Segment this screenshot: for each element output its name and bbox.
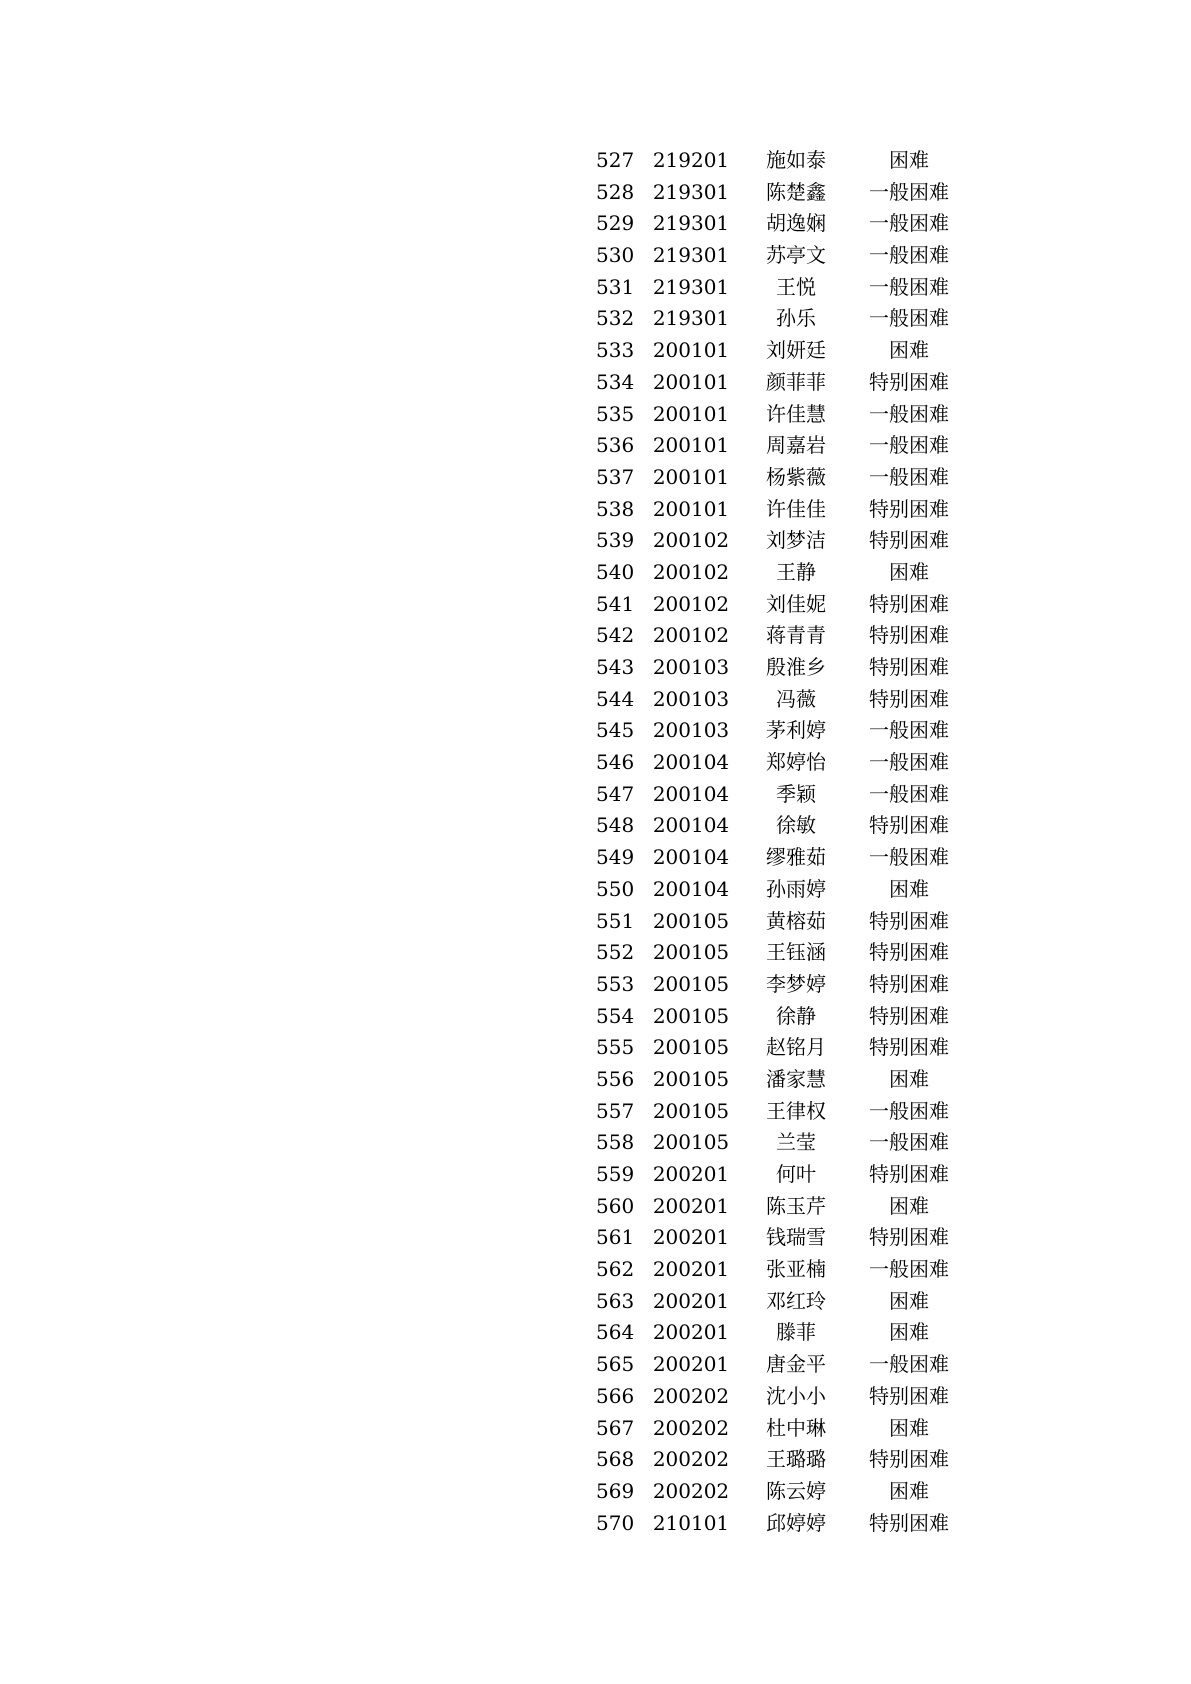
row-number: 570 <box>596 1510 635 1535</box>
class-code: 200103 <box>652 718 730 743</box>
difficulty-level: 一般困难 <box>869 179 949 204</box>
table-row <box>596 1222 996 1254</box>
table-row <box>596 1001 996 1033</box>
table-row <box>596 272 996 304</box>
difficulty-level: 困难 <box>889 1066 929 1091</box>
difficulty-level: 一般困难 <box>869 243 949 268</box>
row-number: 536 <box>596 433 635 458</box>
row-number: 540 <box>596 559 635 584</box>
difficulty-level: 特别困难 <box>869 1225 949 1250</box>
student-name: 沈小小 <box>766 1383 826 1408</box>
difficulty-level: 特别困难 <box>869 686 949 711</box>
row-number: 561 <box>596 1225 635 1250</box>
table-row <box>596 1444 996 1476</box>
student-name: 王静 <box>776 559 816 584</box>
difficulty-level: 困难 <box>889 1288 929 1313</box>
student-name: 胡逸娴 <box>766 211 826 236</box>
table-row <box>596 1349 996 1381</box>
row-number: 541 <box>596 591 635 616</box>
row-number: 562 <box>596 1257 635 1282</box>
row-number: 550 <box>596 876 635 901</box>
row-number: 543 <box>596 655 635 679</box>
difficulty-level: 一般困难 <box>869 464 949 489</box>
class-code: 200103 <box>652 686 730 711</box>
student-name: 徐敏 <box>776 813 816 838</box>
row-number: 545 <box>596 718 635 743</box>
class-code: 200105 <box>652 1130 730 1155</box>
class-code: 200101 <box>652 401 730 426</box>
difficulty-level: 一般困难 <box>869 750 949 775</box>
table-row <box>596 1159 996 1191</box>
row-number: 567 <box>596 1415 635 1440</box>
class-code: 200102 <box>652 591 730 616</box>
difficulty-level: 特别困难 <box>869 1447 949 1472</box>
student-name: 张亚楠 <box>766 1257 826 1282</box>
class-code: 200202 <box>652 1447 730 1472</box>
row-number: 532 <box>596 306 635 331</box>
student-roster-table <box>596 145 996 1539</box>
table-row <box>596 367 996 399</box>
class-code: 200104 <box>652 750 730 775</box>
row-number: 558 <box>596 1130 635 1155</box>
difficulty-level: 一般困难 <box>869 1130 949 1155</box>
student-name: 季颖 <box>776 781 816 806</box>
difficulty-level: 特别困难 <box>869 1383 949 1408</box>
student-name: 邱婷婷 <box>766 1510 826 1535</box>
row-number: 542 <box>596 623 635 648</box>
table-row <box>596 937 996 969</box>
student-name: 何叶 <box>776 1162 816 1186</box>
table-row <box>596 1286 996 1318</box>
student-name: 兰莹 <box>776 1130 816 1155</box>
student-name: 杜中琳 <box>766 1415 826 1440</box>
class-code: 219301 <box>652 243 730 268</box>
student-name: 缪雅茹 <box>766 845 826 870</box>
row-number: 529 <box>596 211 635 236</box>
student-name: 刘佳妮 <box>766 591 826 616</box>
class-code: 200101 <box>652 369 730 394</box>
difficulty-level: 一般困难 <box>869 211 949 236</box>
student-name: 徐静 <box>776 1003 816 1028</box>
table-row <box>596 399 996 431</box>
class-code: 219201 <box>652 148 730 172</box>
student-name: 黄榕茹 <box>766 908 826 933</box>
table-row <box>596 1254 996 1286</box>
class-code: 200102 <box>652 623 730 648</box>
student-name: 苏亭文 <box>766 243 826 268</box>
class-code: 200104 <box>652 813 730 838</box>
student-name: 赵铭月 <box>766 1035 826 1060</box>
student-name: 孙乐 <box>776 306 816 331</box>
difficulty-level: 特别困难 <box>869 971 949 996</box>
difficulty-level: 困难 <box>889 148 929 172</box>
student-name: 刘妍廷 <box>766 338 826 363</box>
class-code: 200202 <box>652 1383 730 1408</box>
class-code: 200105 <box>652 1035 730 1060</box>
difficulty-level: 一般困难 <box>869 306 949 331</box>
class-code: 200201 <box>652 1162 730 1186</box>
table-row <box>596 810 996 842</box>
row-number: 555 <box>596 1035 635 1060</box>
row-number: 528 <box>596 179 635 204</box>
student-name: 蒋青青 <box>766 623 826 648</box>
difficulty-level: 一般困难 <box>869 401 949 426</box>
table-row <box>596 874 996 906</box>
table-row <box>596 462 996 494</box>
student-name: 孙雨婷 <box>766 876 826 901</box>
class-code: 219301 <box>652 179 730 204</box>
table-row <box>596 335 996 367</box>
table-row <box>596 208 996 240</box>
difficulty-level: 特别困难 <box>869 496 949 521</box>
difficulty-level: 特别困难 <box>869 1035 949 1060</box>
difficulty-level: 困难 <box>889 559 929 584</box>
table-row <box>596 1317 996 1349</box>
difficulty-level: 困难 <box>889 1193 929 1218</box>
student-name: 王悦 <box>776 274 816 299</box>
difficulty-level: 特别困难 <box>869 813 949 838</box>
difficulty-level: 一般困难 <box>869 718 949 743</box>
class-code: 200201 <box>652 1225 730 1250</box>
student-name: 殷淮乡 <box>766 655 826 679</box>
table-row <box>596 589 996 621</box>
table-row <box>596 1191 996 1223</box>
row-number: 544 <box>596 686 635 711</box>
row-number: 554 <box>596 1003 635 1028</box>
student-name: 陈楚鑫 <box>766 179 826 204</box>
class-code: 200105 <box>652 940 730 965</box>
student-name: 郑婷怡 <box>766 750 826 775</box>
row-number: 527 <box>596 148 635 172</box>
student-name: 施如泰 <box>766 148 826 172</box>
row-number: 546 <box>596 750 635 775</box>
table-row <box>596 715 996 747</box>
student-name: 许佳慧 <box>766 401 826 426</box>
row-number: 548 <box>596 813 635 838</box>
student-name: 周嘉岩 <box>766 433 826 458</box>
class-code: 200104 <box>652 845 730 870</box>
row-number: 537 <box>596 464 635 489</box>
row-number: 539 <box>596 528 635 553</box>
row-number: 552 <box>596 940 635 965</box>
table-row <box>596 620 996 652</box>
student-name: 唐金平 <box>766 1352 826 1377</box>
row-number: 565 <box>596 1352 635 1377</box>
student-name: 茅利婷 <box>766 718 826 743</box>
row-number: 560 <box>596 1193 635 1218</box>
difficulty-level: 一般困难 <box>869 1352 949 1377</box>
student-name: 王钰涵 <box>766 940 826 965</box>
difficulty-level: 一般困难 <box>869 1098 949 1123</box>
class-code: 200105 <box>652 908 730 933</box>
row-number: 553 <box>596 971 635 996</box>
difficulty-level: 一般困难 <box>869 781 949 806</box>
difficulty-level: 特别困难 <box>869 369 949 394</box>
row-number: 551 <box>596 908 635 933</box>
student-name: 许佳佳 <box>766 496 826 521</box>
class-code: 200105 <box>652 971 730 996</box>
table-row <box>596 1476 996 1508</box>
class-code: 200201 <box>652 1352 730 1377</box>
row-number: 556 <box>596 1066 635 1091</box>
table-row <box>596 1413 996 1445</box>
row-number: 559 <box>596 1162 635 1186</box>
table-row <box>596 1127 996 1159</box>
row-number: 530 <box>596 243 635 268</box>
class-code: 200105 <box>652 1098 730 1123</box>
student-name: 滕菲 <box>776 1320 816 1345</box>
difficulty-level: 特别困难 <box>869 940 949 965</box>
class-code: 200101 <box>652 338 730 363</box>
table-row <box>596 177 996 209</box>
difficulty-level: 困难 <box>889 338 929 363</box>
table-row <box>596 1064 996 1096</box>
class-code: 200202 <box>652 1415 730 1440</box>
table-row <box>596 1381 996 1413</box>
student-name: 王璐璐 <box>766 1447 826 1472</box>
class-code: 200201 <box>652 1257 730 1282</box>
class-code: 200201 <box>652 1320 730 1345</box>
table-row <box>596 1508 996 1540</box>
difficulty-level: 一般困难 <box>869 433 949 458</box>
row-number: 568 <box>596 1447 635 1472</box>
class-code: 200202 <box>652 1478 730 1503</box>
row-number: 557 <box>596 1098 635 1123</box>
student-name: 潘家慧 <box>766 1066 826 1091</box>
difficulty-level: 特别困难 <box>869 908 949 933</box>
class-code: 200105 <box>652 1066 730 1091</box>
table-row <box>596 430 996 462</box>
table-row <box>596 1096 996 1128</box>
table-row <box>596 303 996 335</box>
class-code: 200101 <box>652 433 730 458</box>
table-row <box>596 906 996 938</box>
difficulty-level: 一般困难 <box>869 1257 949 1282</box>
table-row <box>596 747 996 779</box>
student-name: 王律权 <box>766 1098 826 1123</box>
class-code: 200103 <box>652 655 730 679</box>
difficulty-level: 特别困难 <box>869 528 949 553</box>
table-row <box>596 240 996 272</box>
difficulty-level: 困难 <box>889 1320 929 1345</box>
row-number: 569 <box>596 1478 635 1503</box>
student-name: 邓红玲 <box>766 1288 826 1313</box>
class-code: 200104 <box>652 876 730 901</box>
student-name: 颜菲菲 <box>766 369 826 394</box>
row-number: 547 <box>596 781 635 806</box>
difficulty-level: 困难 <box>889 876 929 901</box>
table-row <box>596 145 996 177</box>
class-code: 200101 <box>652 464 730 489</box>
student-name: 陈云婷 <box>766 1478 826 1503</box>
row-number: 538 <box>596 496 635 521</box>
row-number: 535 <box>596 401 635 426</box>
difficulty-level: 特别困难 <box>869 1162 949 1186</box>
table-row <box>596 684 996 716</box>
table-row <box>596 652 996 684</box>
student-name: 刘梦洁 <box>766 528 826 553</box>
student-name: 钱瑞雪 <box>766 1225 826 1250</box>
table-row <box>596 525 996 557</box>
difficulty-level: 特别困难 <box>869 1510 949 1535</box>
row-number: 533 <box>596 338 635 363</box>
row-number: 531 <box>596 274 635 299</box>
class-code: 200201 <box>652 1288 730 1313</box>
class-code: 200105 <box>652 1003 730 1028</box>
difficulty-level: 困难 <box>889 1415 929 1440</box>
difficulty-level: 特别困难 <box>869 591 949 616</box>
row-number: 564 <box>596 1320 635 1345</box>
class-code: 210101 <box>652 1510 730 1535</box>
row-number: 566 <box>596 1383 635 1408</box>
class-code: 200102 <box>652 559 730 584</box>
table-row <box>596 1032 996 1064</box>
row-number: 534 <box>596 369 635 394</box>
difficulty-level: 特别困难 <box>869 623 949 648</box>
class-code: 200201 <box>652 1193 730 1218</box>
class-code: 219301 <box>652 306 730 331</box>
table-row <box>596 969 996 1001</box>
table-row <box>596 494 996 526</box>
row-number: 549 <box>596 845 635 870</box>
student-name: 冯薇 <box>776 686 816 711</box>
student-name: 杨紫薇 <box>766 464 826 489</box>
difficulty-level: 一般困难 <box>869 274 949 299</box>
difficulty-level: 一般困难 <box>869 845 949 870</box>
difficulty-level: 特别困难 <box>869 655 949 679</box>
class-code: 219301 <box>652 274 730 299</box>
difficulty-level: 困难 <box>889 1478 929 1503</box>
row-number: 563 <box>596 1288 635 1313</box>
class-code: 200101 <box>652 496 730 521</box>
student-name: 李梦婷 <box>766 971 826 996</box>
student-name: 陈玉芹 <box>766 1193 826 1218</box>
class-code: 219301 <box>652 211 730 236</box>
table-row <box>596 557 996 589</box>
class-code: 200102 <box>652 528 730 553</box>
table-row <box>596 779 996 811</box>
difficulty-level: 特别困难 <box>869 1003 949 1028</box>
class-code: 200104 <box>652 781 730 806</box>
table-row <box>596 842 996 874</box>
